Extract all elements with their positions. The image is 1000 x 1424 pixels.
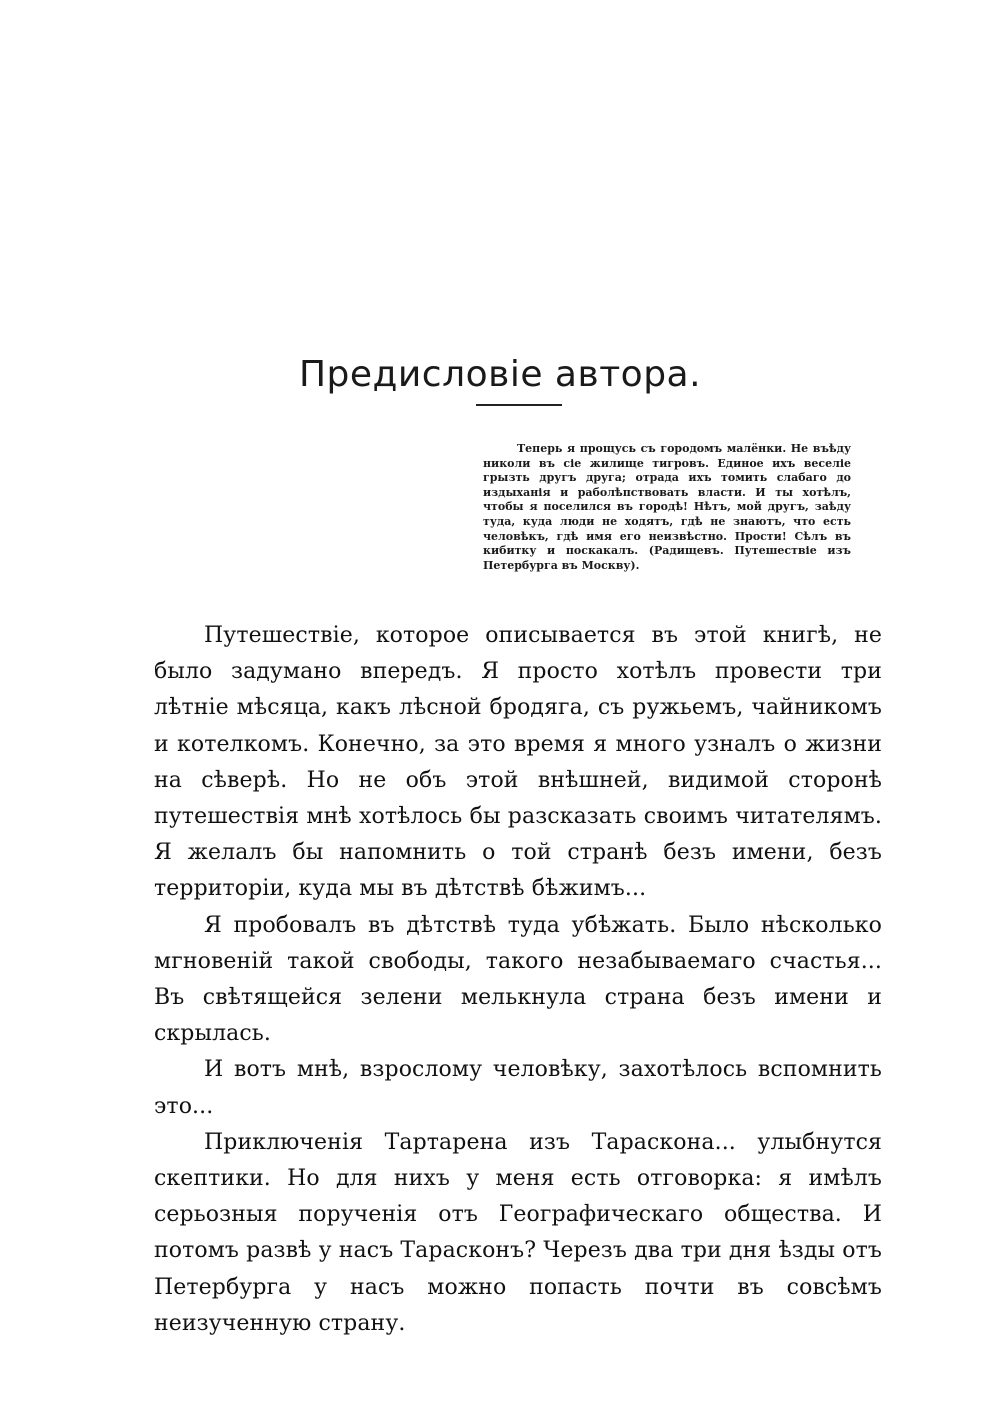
- title-divider: [476, 404, 562, 406]
- epigraph: Теперь я прощусь съ городомъ малёнки. Не въѣду николи въ сіе жилище тигровъ. Единое ихъ веселіе грызть другъ друга; отрада ихъ томить слабаго до издыханія и раболѣпствовать власти. И ты хотѣлъ, чтобы я поселился въ городѣ! Нѣтъ, мой другъ, заѣду туда, куда люди не ходятъ, гдѣ не знаютъ, что есть человѣкъ, гдѣ имя его неизвѣстно. Прости! Сѣлъ въ кибитку и поскакалъ. (Радищевъ. Путешествіе изъ Петербурга въ Москву).: [483, 442, 851, 572]
- page-title: Предисловіе автора.: [298, 354, 702, 396]
- paragraph: Я пробовалъ въ дѣтствѣ туда убѣжать. Было нѣсколько мгновеній такой свободы, такого незабываемаго счастья... Въ свѣтящейся зелени мелькнула страна безъ имени и скрылась.: [154, 912, 882, 1047]
- body-text: [154, 618, 882, 1342]
- paragraph: Путешествіе, которое описывается въ этой книгѣ, не было задумано впередъ. Я просто хотѣлъ провести три лѣтніе мѣсяца, какъ лѣсной бродяга, съ ружьемъ, чайникомъ и котелкомъ. Конечно, за это время я много узналъ о жизни на сѣверѣ. Но не объ этой внѣшней, видимой сторонѣ путешествія мнѣ хотѣлось бы разсказать своимъ читателямъ. Я желалъ бы напомнить о той странѣ безъ имени, безъ территоріи, куда мы въ дѣтствѣ бѣжимъ...: [154, 623, 882, 902]
- paragraph: Приключенія Тартарена изъ Тараскона... улыбнутся скептики. Но для нихъ у меня есть отговорка: я имѣлъ серьозныя порученія отъ Географическаго общества. И потомъ развѣ у насъ Тарасконъ? Черезъ два три дня ѣзды отъ Петербурга у насъ можно попасть почти въ совсѣмъ неизученную страну.: [154, 1129, 882, 1336]
- paragraph: И вотъ мнѣ, взрослому человѣку, захотѣлось вспомнить это...: [154, 1057, 882, 1119]
